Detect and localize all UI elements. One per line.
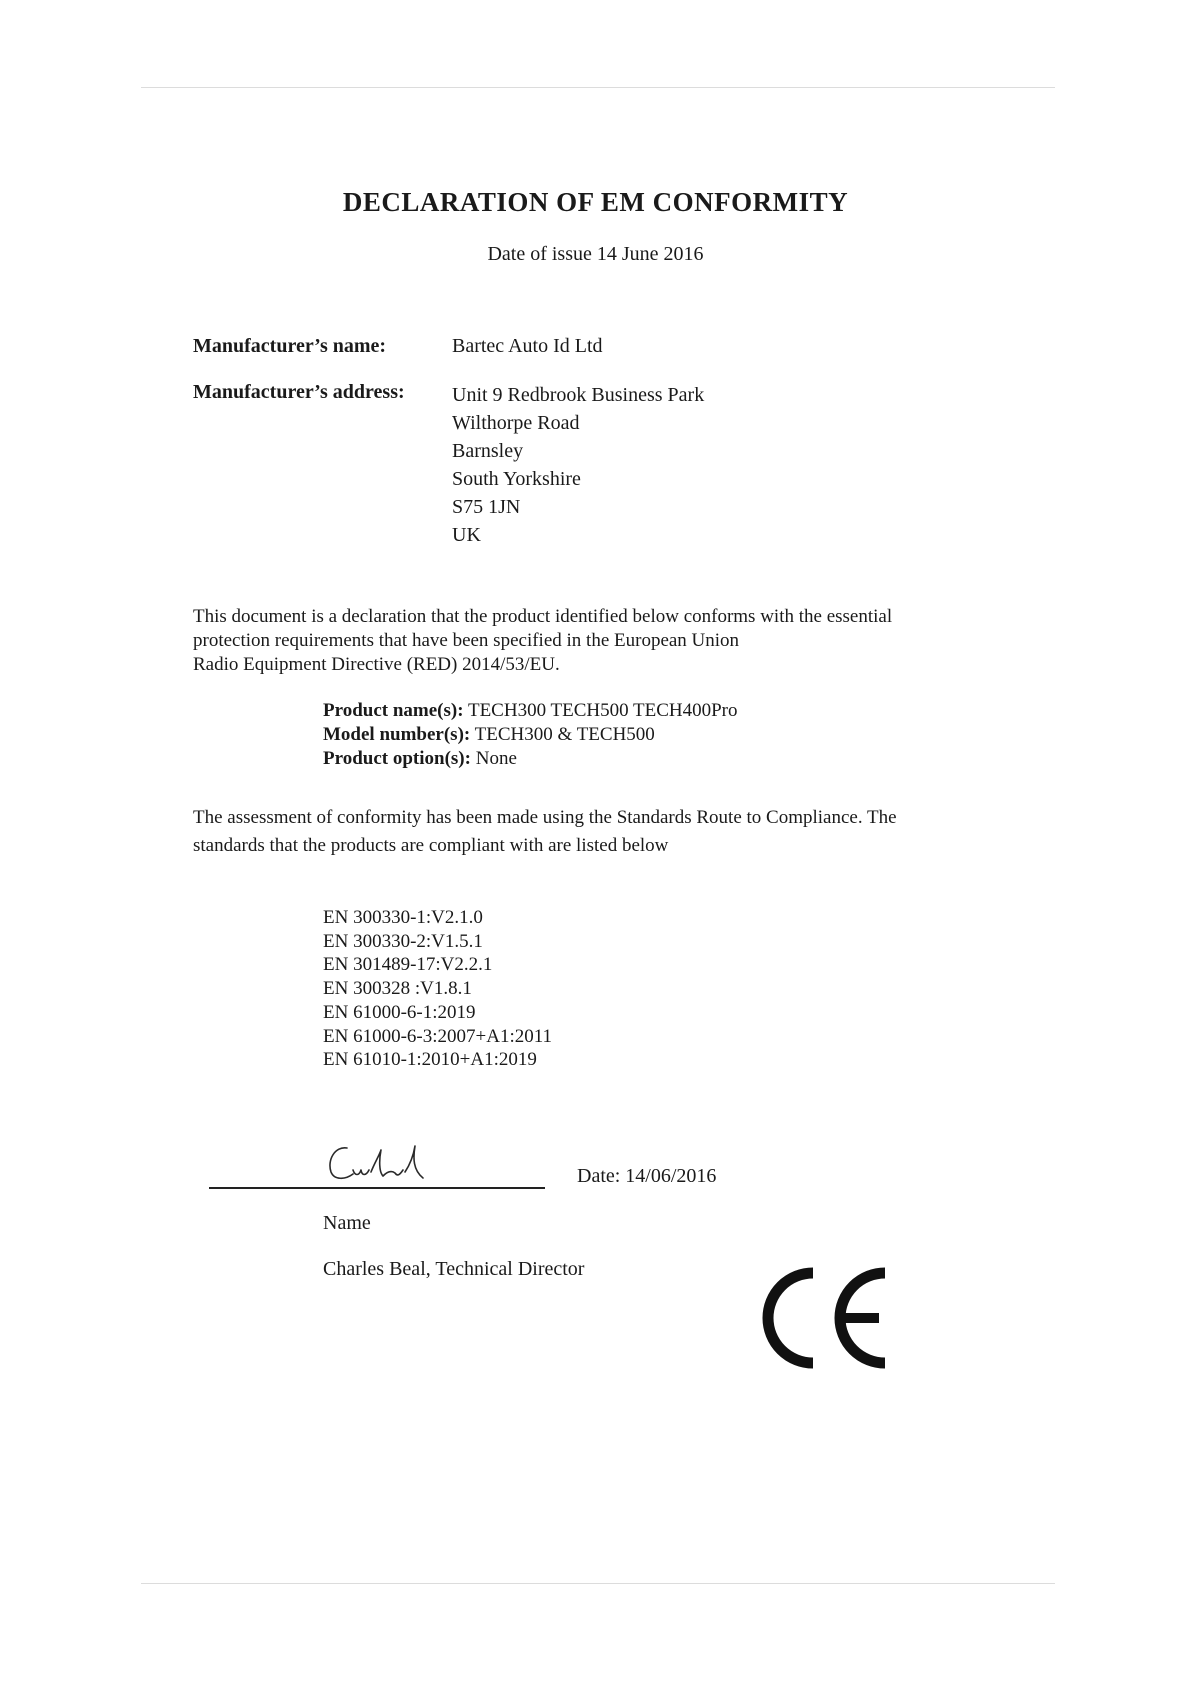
- standards-list: [323, 906, 552, 1072]
- standard-item: EN 300330-1:V2.1.0: [323, 907, 483, 928]
- product-option-value: None: [475, 748, 517, 769]
- assessment-line: The assessment of conformity has been made using the Standards Route to Compliance. The: [193, 807, 897, 828]
- date-of-issue: Date of issue 14 June 2016: [487, 243, 704, 265]
- handwritten-signature: [325, 1140, 435, 1186]
- address-line: South Yorkshire: [452, 468, 581, 490]
- standard-item: EN 61010-1:2010+A1:2019: [323, 1049, 537, 1071]
- top-divider: [141, 87, 1055, 88]
- model-number-label: Model number(s):: [323, 724, 471, 745]
- standard-item: EN 301489-17:V2.2.1: [323, 954, 493, 976]
- manufacturer-address-label: Manufacturer’s address:: [193, 381, 405, 403]
- address-line: Barnsley: [452, 440, 524, 462]
- signature-date: Date: 14/06/2016: [577, 1165, 717, 1187]
- product-option-row: [323, 747, 738, 771]
- standard-item: EN 300328 :V1.8.1: [323, 978, 472, 1000]
- standard-item: EN 61000-6-1:2019: [323, 1001, 476, 1023]
- product-option-label: Product option(s):: [323, 748, 471, 769]
- address-line: S75 1JN: [452, 496, 521, 518]
- standard-item: EN 61000-6-3:2007+A1:2011: [323, 1025, 553, 1047]
- manufacturer-address: [452, 381, 704, 549]
- declaration-paragraph: [193, 605, 892, 677]
- declaration-line: Radio Equipment Directive (RED) 2014/53/EU.: [193, 654, 560, 675]
- bottom-divider: [141, 1583, 1055, 1584]
- product-name-label: Product name(s):: [323, 700, 464, 721]
- manufacturer-name-value: Bartec Auto Id Ltd: [452, 335, 603, 357]
- address-line: Unit 9 Redbrook Business Park: [452, 384, 705, 406]
- assessment-line: standards that the products are compliant with are listed below: [193, 835, 669, 856]
- assessment-paragraph: [193, 804, 897, 860]
- product-name-value: TECH300 TECH500 TECH400Pro: [467, 700, 738, 721]
- address-line: Wilthorpe Road: [452, 412, 580, 434]
- signer-name: Charles Beal, Technical Director: [323, 1258, 585, 1280]
- address-line: UK: [452, 524, 481, 546]
- signature-line: [209, 1187, 545, 1189]
- model-number-value: TECH300 & TECH500: [474, 724, 655, 745]
- manufacturer-name-label: Manufacturer’s name:: [193, 335, 387, 357]
- document-title: DECLARATION OF EM CONFORMITY: [342, 187, 849, 217]
- standard-item: EN 300330-2:V1.5.1: [323, 930, 483, 952]
- product-name-row: [323, 699, 738, 723]
- name-label: Name: [323, 1212, 371, 1234]
- declaration-line: This document is a declaration that the product identified below conforms with the essential: [193, 606, 893, 627]
- model-number-row: [323, 723, 738, 747]
- declaration-line: protection requirements that have been specified in the European Union: [193, 630, 740, 651]
- ce-mark-logo: [755, 1262, 890, 1374]
- product-details: [323, 699, 738, 771]
